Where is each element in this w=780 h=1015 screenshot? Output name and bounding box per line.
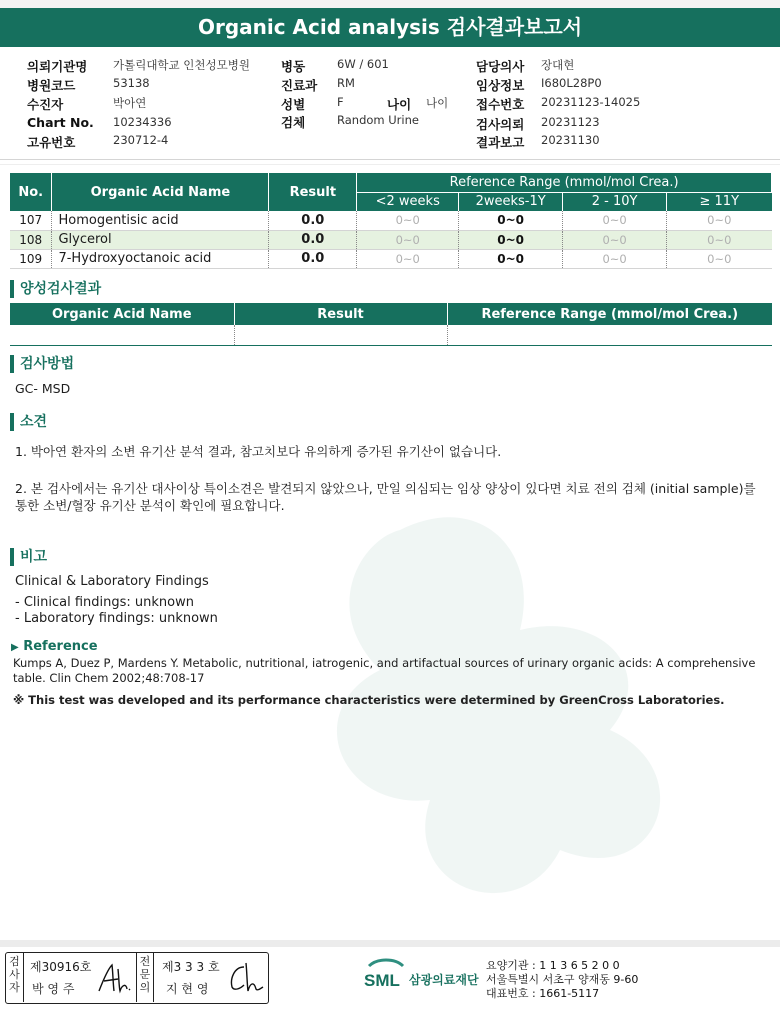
value-result-report: 20231130 — [541, 133, 600, 147]
label-age: 나이 — [387, 97, 412, 112]
cell-range: 0~0 — [667, 230, 772, 249]
opinion-line-2b: 통한 소변/혈장 유기산 분석이 확인에 필요합니다. — [15, 498, 285, 513]
label-clinical-info: 임상정보 — [476, 78, 525, 93]
header-result: Result — [269, 173, 357, 211]
cell-acid-name: 7-Hydroxyoctanoic acid — [52, 249, 269, 268]
value-sex: F — [337, 95, 344, 109]
logo-text: SML — [364, 971, 400, 990]
label-chart-no: Chart No. — [27, 115, 94, 130]
sml-logo — [363, 958, 483, 998]
label-test-request: 검사의뢰 — [476, 117, 525, 132]
triangle-icon: ▶ — [11, 642, 19, 653]
positive-results-table — [10, 303, 772, 346]
report-title: Organic Acid analysis 검사결과보고서 — [0, 8, 780, 47]
patient-info — [0, 55, 780, 155]
cell-range: 0~0 — [357, 249, 459, 268]
cell-result: 0.0 — [269, 249, 357, 268]
cell-result: 0.0 — [269, 211, 357, 230]
value-patient-name: 박아연 — [113, 96, 147, 110]
header-acid-name: Organic Acid Name — [52, 173, 269, 211]
value-department: RM — [337, 76, 355, 90]
value-hospital-code: 53138 — [113, 76, 150, 90]
value-unique-no: 230712-4 — [113, 133, 169, 147]
label-patient-name: 수진자 — [27, 97, 64, 112]
label-result-report: 결과보고 — [476, 135, 525, 150]
label-physician: 담당의사 — [476, 59, 525, 74]
section-remarks: 비고 — [10, 548, 47, 566]
header-result: Result — [234, 303, 447, 325]
label-receipt-no: 접수번호 — [476, 97, 525, 112]
cell-range: 0~0 — [357, 230, 459, 249]
value-receipt-no: 20231123-14025 — [541, 95, 641, 109]
label-unique-no: 고유번호 — [27, 135, 76, 150]
method-value: GC- MSD — [15, 381, 71, 396]
header-acid-name: Organic Acid Name — [10, 303, 234, 325]
cell-no: 107 — [10, 211, 52, 230]
value-chart-no: 10234336 — [113, 115, 172, 129]
header-age-group: 2weeks-1Y — [459, 192, 563, 211]
org-street-address: 서울특별시 서초구 양재동 9-60 — [486, 973, 639, 986]
org-code: 요양기관 : 1 1 3 6 5 2 0 0 — [486, 959, 620, 972]
cell-result: 0.0 — [269, 230, 357, 249]
remarks-item-2: - Laboratory findings: unknown — [15, 611, 218, 626]
header-age-group: ≥ 11Y — [667, 192, 772, 211]
info-divider-2 — [0, 164, 780, 165]
header-reference-range: Reference Range (mmol/mol Crea.) — [447, 303, 772, 325]
cell-range: 0~0 — [459, 211, 563, 230]
value-ward: 6W / 601 — [337, 57, 389, 71]
label-sex: 성별 — [281, 97, 306, 112]
section-method: 검사방법 — [10, 355, 74, 373]
examiner-label: 검 사 자 — [6, 953, 24, 1002]
cell-no: 109 — [10, 249, 52, 268]
value-test-request: 20231123 — [541, 115, 600, 129]
table-row — [10, 325, 772, 345]
opinion-line-2a: 2. 본 검사에서는 유기산 대사이상 특이소견은 발견되지 않았으나, 만일 의심되는 임상 양상이 있다면 치료 전의 검체 (initial sample)를 — [15, 481, 756, 496]
value-specimen: Random Urine — [337, 113, 419, 127]
table-row — [10, 249, 772, 268]
section-positive-results: 양성검사결과 — [10, 280, 101, 298]
reference-text-2: table. Clin Chem 2002;48:708-17 — [13, 671, 205, 685]
header-reference-range: Reference Range (mmol/mol Crea.) — [357, 173, 772, 192]
cell-range: 0~0 — [667, 211, 772, 230]
label-specimen: 검체 — [281, 115, 306, 130]
cell-range: 0~0 — [563, 211, 667, 230]
reference-text-1: Kumps A, Duez P, Mardens Y. Metabolic, nutritional, iatrogenic, and artifactual sources of urinary organic acids: A comprehensive — [13, 656, 756, 670]
table-row — [10, 230, 772, 249]
cell-range: 0~0 — [459, 230, 563, 249]
reference-heading — [11, 638, 98, 656]
results-table — [10, 173, 772, 269]
label-department: 진료과 — [281, 78, 318, 93]
table-row — [10, 211, 772, 230]
top-border — [0, 0, 780, 8]
org-name: 삼광의료재단 — [409, 973, 479, 987]
examiner-name: 박 영 주 — [32, 982, 75, 996]
signature-box — [5, 952, 269, 1004]
specialist-license: 제3 3 3 호 — [162, 960, 220, 974]
value-requesting-institution: 가톨릭대학교 인천성모병원 — [113, 58, 250, 72]
value-clinical-info: I680L28P0 — [541, 76, 602, 90]
cell-range: 0~0 — [563, 249, 667, 268]
cell-acid-name: Glycerol — [52, 230, 269, 249]
info-divider — [0, 159, 780, 160]
cell-range: 0~0 — [357, 211, 459, 230]
examiner-signature — [96, 963, 132, 995]
specialist-label: 전 문 의 — [136, 953, 154, 1002]
specialist-name: 지 현 영 — [166, 982, 209, 996]
label-ward: 병동 — [281, 59, 306, 74]
opinion-line-1: 1. 박아연 환자의 소변 유기산 분석 결과, 참고치보다 유의하게 증가된 유기산이 없습니다. — [15, 444, 502, 459]
org-phone: 대표번호 : 1661-5117 — [486, 987, 600, 1000]
header-age-group: <2 weeks — [357, 192, 459, 211]
section-opinion: 소견 — [10, 413, 47, 431]
disclaimer: ※ This test was developed and its performance characteristics were determined by GreenCross Laboratories. — [13, 693, 725, 707]
examiner-license: 제30916호 — [30, 960, 92, 974]
org-address — [486, 959, 638, 1001]
cell-range: 0~0 — [459, 249, 563, 268]
empty-cell — [234, 325, 447, 345]
remarks-item-1: - Clinical findings: unknown — [15, 595, 194, 610]
empty-cell — [10, 325, 234, 345]
cell-range: 0~0 — [667, 249, 772, 268]
remarks-heading: Clinical & Laboratory Findings — [15, 574, 209, 589]
sml-logo-mark — [363, 958, 407, 998]
header-no: No. — [10, 173, 52, 211]
label-hospital-code: 병원코드 — [27, 78, 76, 93]
label-requesting-institution: 의뢰기관명 — [27, 59, 88, 74]
cell-acid-name: Homogentisic acid — [52, 211, 269, 230]
cell-range: 0~0 — [563, 230, 667, 249]
reference-label: Reference — [23, 639, 98, 654]
empty-cell — [447, 325, 772, 345]
specialist-signature — [226, 961, 266, 995]
value-age: 나이 — [426, 96, 449, 110]
header-age-group: 2 - 10Y — [563, 192, 667, 211]
cell-no: 108 — [10, 230, 52, 249]
value-physician: 장대현 — [541, 58, 575, 72]
